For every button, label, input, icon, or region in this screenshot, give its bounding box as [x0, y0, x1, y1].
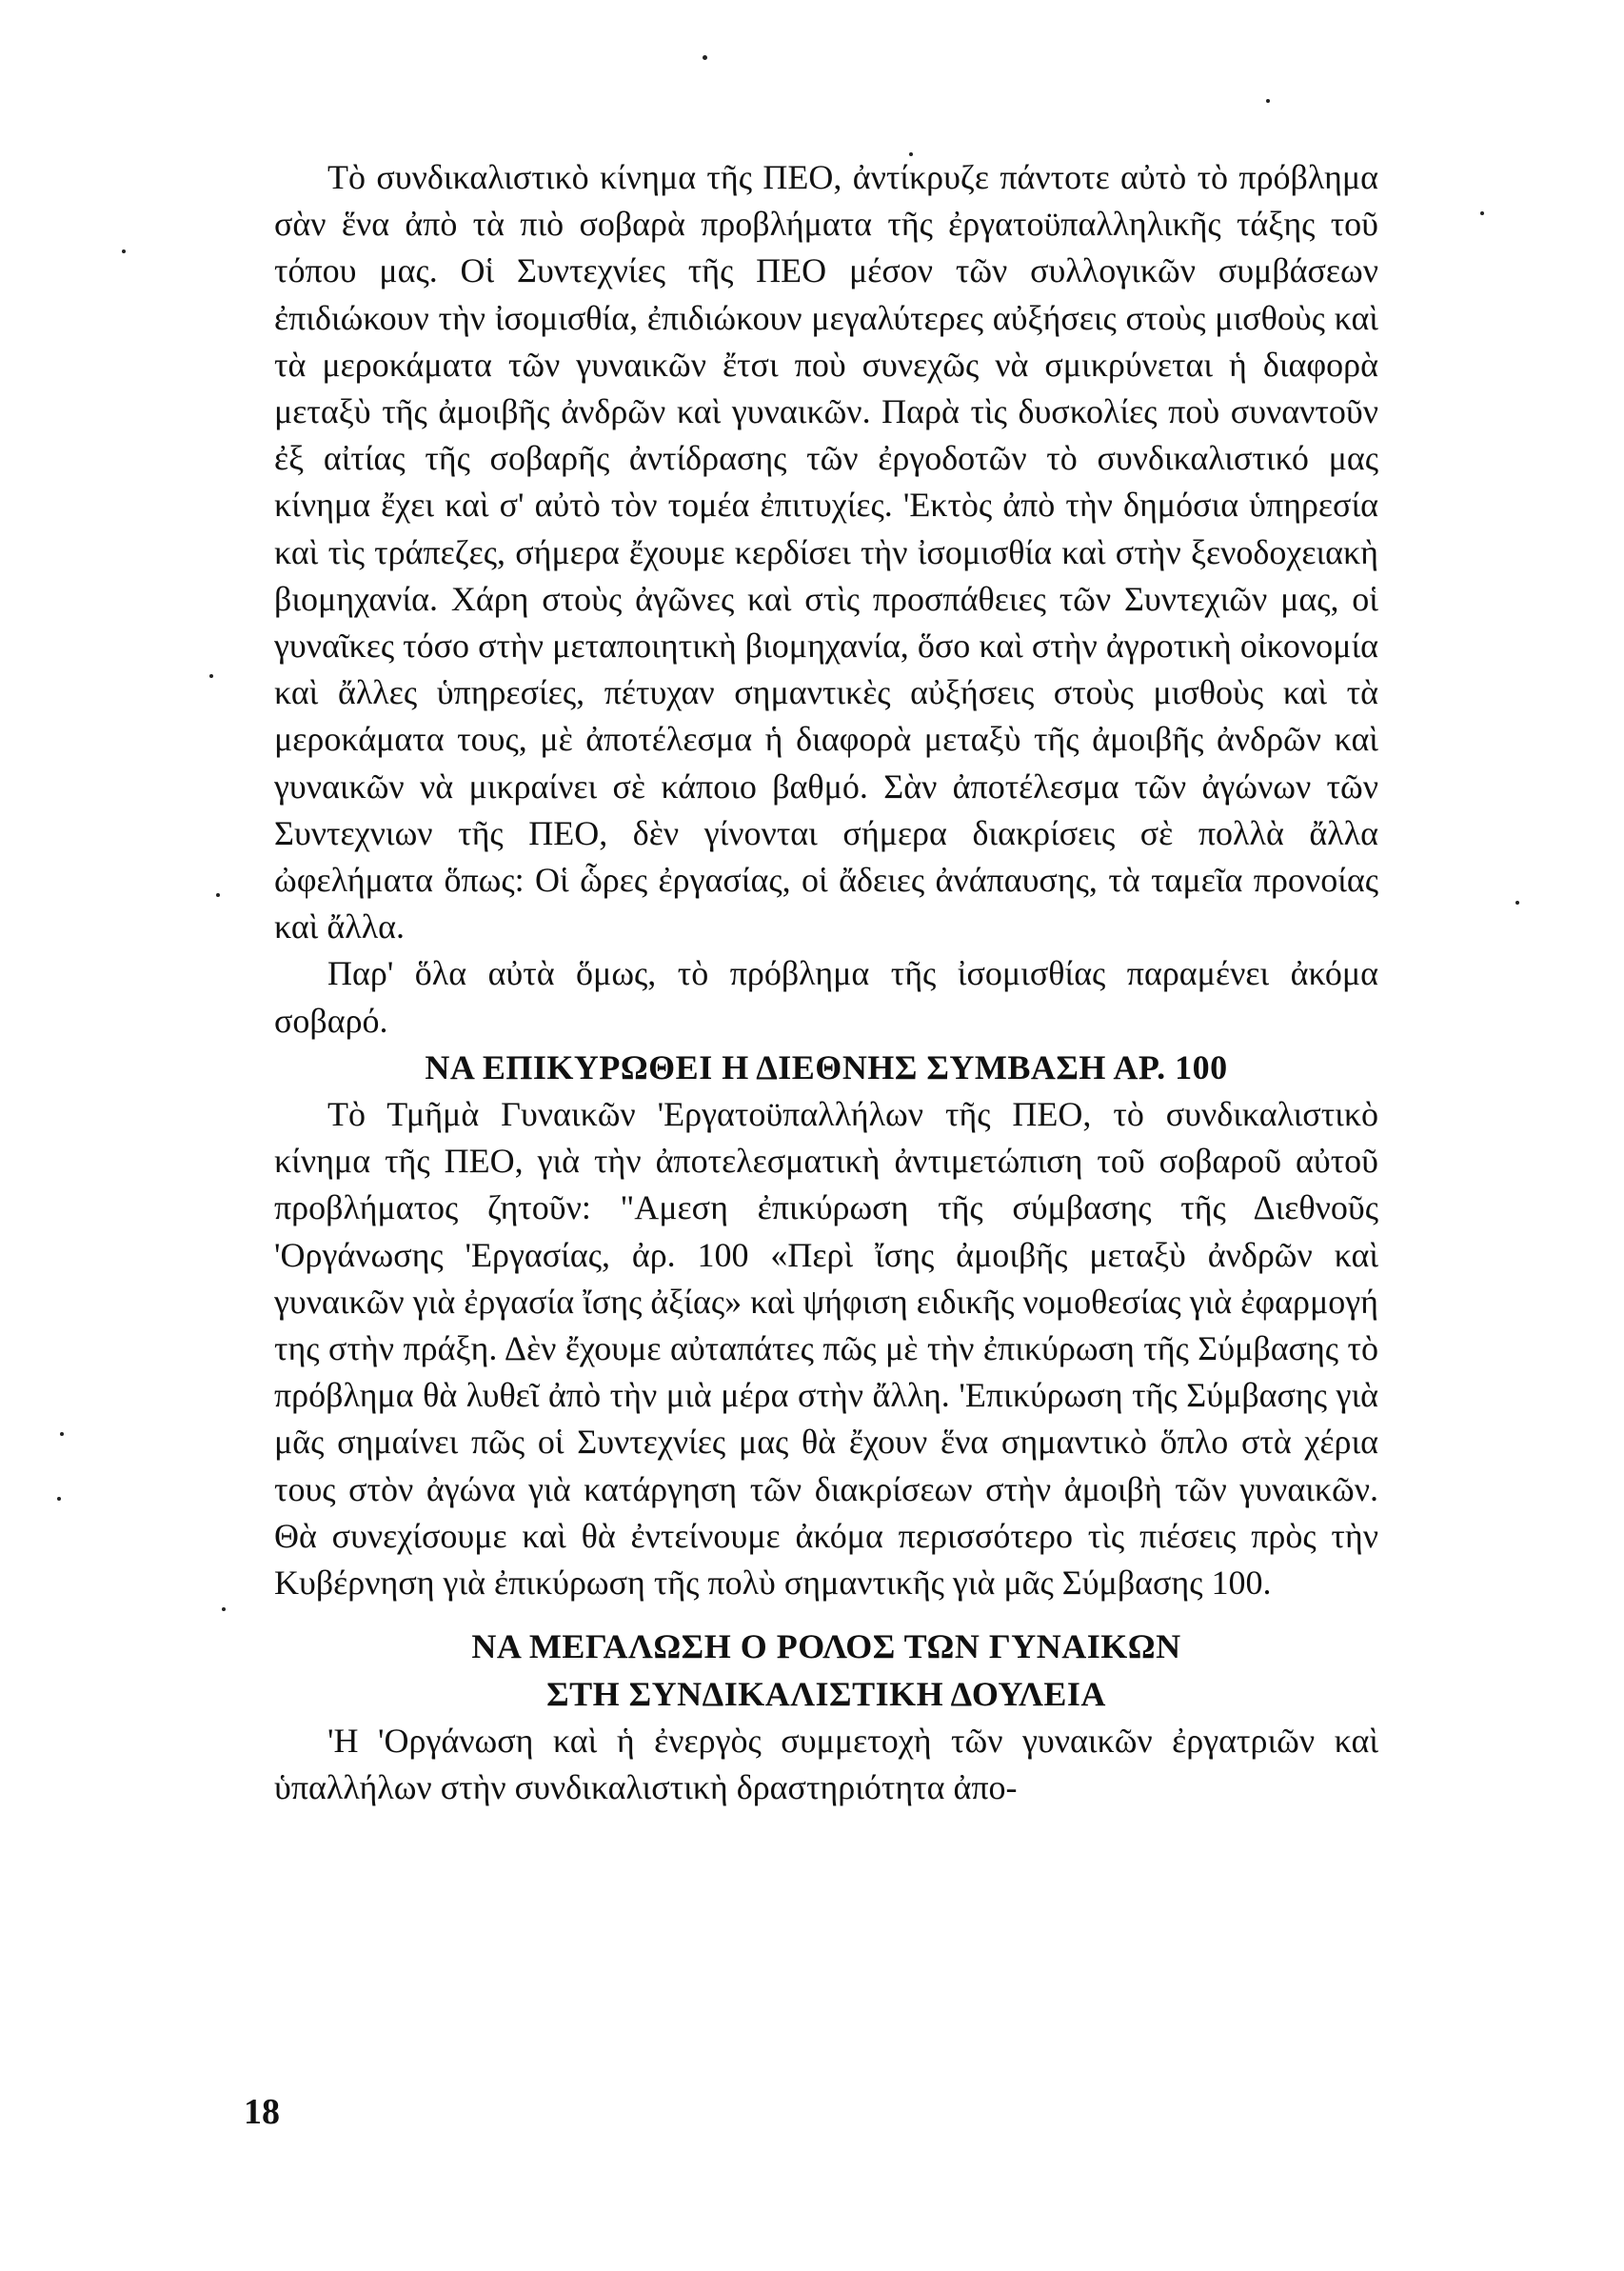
scan-speck — [1480, 211, 1484, 215]
scan-speck — [1515, 901, 1519, 905]
body-paragraph-1: Τὸ συνδικαλιστικὸ κίνημα τῆς ΠΕΟ, ἀντίκρυζε πάντοτε αὐτὸ τὸ πρόβλημα σὰν ἕνα ἀπὸ τὰ πιὸ σοβαρὰ προβλήματα τῆς ἐργατοϋπαλληλικῆς τάξης τοῦ τόπου μας. Οἱ Συντεχνίες τῆς ΠΕΟ μέσον τῶν συλλογικῶν συμβάσεων ἐπιδιώκουν τὴν ἰσομισθία, ἐπιδιώκουν μεγαλύτερες αὐξήσεις στοὺς μισθοὺς καὶ τὰ μεροκάματα τῶν γυναικῶν ἔτσι ποὺ συνεχῶς νὰ σμικρύνεται ἡ διαφορὰ μεταξὺ τῆς ἀμοιβῆς ἀνδρῶν καὶ γυναικῶν. Παρὰ τὶς δυσκολίες ποὺ συναντοῦν ἐξ αἰτίας τῆς σοβαρῆς ἀντίδρασης τῶν ἐργοδοτῶν τὸ συνδικαλιστικό μας κίνημα ἔχει καὶ σ' αὐτὸ τὸν τομέα ἐπιτυχίες. 'Εκτὸς ἀπὸ τὴν δημόσια ὑπηρεσία καὶ τὶς τράπεζες, σήμερα ἔχουμε κερδίσει τὴν ἰσομισθία καὶ στὴν ξενοδοχειακὴ βιομηχανία. Χάρη στοὺς ἀγῶνες καὶ στὶς προσπάθειες τῶν Συντεχιῶν μας, οἱ γυναῖκες τόσο στὴν μεταποιητικὴ βιομηχανία, ὅσο καὶ στὴν ἀγροτικὴ οἰκονομία καὶ ἄλλες ὑπηρεσίες, πέτυχαν σημαντικὲς αὐξήσεις στοὺς μισθοὺς καὶ τὰ μεροκάματα τους, μὲ ἀποτέλεσμα ἡ διαφορὰ μεταξὺ τῆς ἀμοιβῆς ἀνδρῶν καὶ γυναικῶν νὰ μικραίνει σὲ κάποιο βαθμό. Σὰν ἀποτέλεσμα τῶν ἀγώνων τῶν Συντεχνιων τῆς ΠΕΟ, δὲν γίνονται σήμερα διακρίσεις σὲ πολλὰ ἄλλα ὠφελήματα ὅπως: Οἱ ὧρες ἐργασίας, οἱ ἄδειες ἀνάπαυσης, τὰ ταμεῖα προνοίας καὶ ἄλλα. — [274, 158, 1378, 946]
scan-speck — [122, 249, 126, 253]
scan-speck — [209, 674, 213, 678]
scan-speck — [222, 1607, 226, 1611]
scan-speck — [216, 893, 220, 897]
page-number: 18 — [244, 2092, 280, 2132]
text-column — [274, 154, 1378, 1811]
scan-speck — [60, 1432, 64, 1436]
section-heading-2-line-2: ΣΤΗ ΣΥΝΔΙΚΑΛΙΣΤΙΚΗ ΔΟΥΛΕΙΑ — [546, 1674, 1106, 1713]
body-paragraph-2: Παρ' ὅλα αὐτὰ ὅμως, τὸ πρόβλημα τῆς ἰσομισθίας παραμένει ἀκόμα σοβαρό. — [274, 954, 1378, 1040]
scan-speck — [57, 1497, 61, 1501]
scan-speck — [703, 55, 707, 60]
section-heading-2-line-1: ΝΑ ΜΕΓΑΛΩΣΗ Ο ΡΟΛΟΣ ΤΩΝ ΓΥΝΑΙΚΩΝ — [471, 1627, 1181, 1666]
body-paragraph-4: 'Η 'Οργάνωση καὶ ἡ ἐνεργὸς συμμετοχὴ τῶν γυναικῶν ἐργατριῶν καὶ ὑπαλλήλων στὴν συνδικαλιστικὴ δραστηριότητα ἀπο- — [274, 1721, 1378, 1806]
section-heading-1: ΝΑ ΕΠΙΚΥΡΩΘΕΙ Η ΔΙΕΘΝΗΣ ΣΥΜΒΑΣΗ ΑΡ. 100 — [425, 1047, 1228, 1086]
body-paragraph-3: Τὸ Τμῆμὰ Γυναικῶν 'Εργατοϋπαλλήλων τῆς ΠΕΟ, τὸ συνδικαλιστικὸ κίνημα τῆς ΠΕΟ, γιὰ τὴν ἀποτελεσματικὴ ἀντιμετώπιση τοῦ σοβαροῦ αὐτοῦ προβλήματος ζητοῦν: "Αμεση ἐπικύρωση τῆς σύμβασης τῆς Διεθνοῦς 'Οργάνωσης 'Εργασίας, ἀρ. 100 «Περὶ ἴσης ἀμοιβῆς μεταξὺ ἀνδρῶν καὶ γυναικῶν γιὰ ἐργασία ἴσης ἀξίας» καὶ ψήφιση ειδικῆς νομοθεσίας γιὰ ἐφαρμογή της στὴν πράξη. Δὲν ἔχουμε αὐταπάτες πῶς μὲ τὴν ἐπικύρωση τῆς Σύμβασης τὸ πρόβλημα θὰ λυθεῖ ἀπὸ τὴν μιὰ μέρα στὴν ἄλλη. 'Επικύρωση τῆς Σύμβασης γιὰ μᾶς σημαίνει πῶς οἱ Συντεχνίες μας θὰ ἔχουν ἕνα σημαντικὸ ὅπλο στὰ χέρια τους στὸν ἀγώνα γιὰ κατάργηση τῶν διακρίσεων στὴν ἀμοιβὴ τῶν γυναικῶν. Θὰ συνεχίσουμε καὶ θὰ ἐντείνουμε ἀκόμα περισσότερο τὶς πιέσεις πρὸς τὴν Κυβέρνηση γιὰ ἐπικύρωση τῆς πολὺ σημαντικῆς γιὰ μᾶς Σύμβασης 100. — [274, 1095, 1378, 1603]
scan-speck — [1266, 99, 1270, 103]
